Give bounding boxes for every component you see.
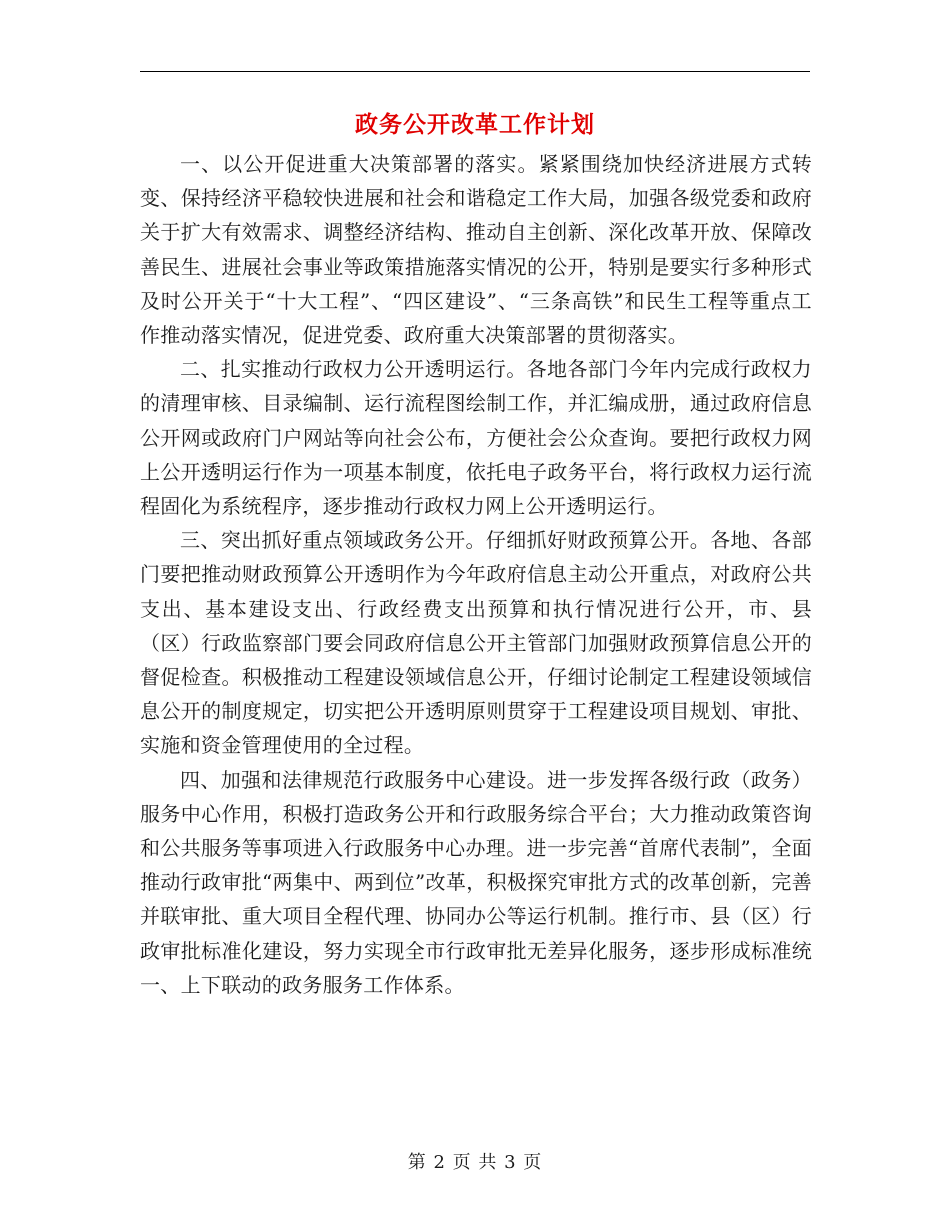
paragraph-4: 四、加强和法律规范行政服务中心建设。进一步发挥各级行政（政务）服务中心作用，积极打造政务公开和行政服务综合平台；大力推动政策咨询和公共服务等事项进入行政服务中心办理。进一步完善“首席代表制”，全面推动行政审批“两集中、两到位”改革，积极探究审批方式的改革创新，完善并联审批、重大项目全程代理、协同办公等运行机制。推行市、县（区）行政审批标准化建设，努力实现全市行政审批无差异化服务，逐步形成标准统一、上下联动的政务服务工作体系。 xyxy=(140,767,812,997)
paragraph-3: 三、突出抓好重点领域政务公开。仔细抓好财政预算公开。各地、各部门要把推动财政预算公开透明作为今年政府信息主动公开重点，对政府公共支出、基本建设支出、行政经费支出预算和执行情况进行公开，市、县（区）行政监察部门要会同政府信息公开主管部门加强财政预算信息公开的督促检查。积极推动工程建设领域信息公开，仔细讨论制定工程建设领域信息公开的制度规定，切实把公开透明原则贯穿于工程建设项目规划、审批、实施和资金管理使用的全过程。 xyxy=(140,528,812,758)
document-title: 政务公开改革工作计划 xyxy=(355,111,595,138)
document-body xyxy=(140,147,812,1002)
page-number: 第 2 页 共 3 页 xyxy=(407,1152,543,1173)
paragraph-2: 二、扎实推动行政权力公开透明运行。各地各部门今年内完成行政权力的清理审核、目录编制、运行流程图绘制工作，并汇编成册，通过政府信息公开网或政府门户网站等向社会公布，方便社会公众查询。要把行政权力网上公开透明运行作为一项基本制度，依托电子政务平台，将行政权力运行流程固化为系统程序，逐步推动行政权力网上公开透明运行。 xyxy=(140,357,812,519)
header-rule xyxy=(140,71,810,72)
paragraph-1: 一、以公开促进重大决策部署的落实。紧紧围绕加快经济进展方式转变、保持经济平稳较快进展和社会和谐稳定工作大局，加强各级党委和政府关于扩大有效需求、调整经济结构、推动自主创新、深化改革开放、保障改善民生、进展社会事业等政策措施落实情况的公开，特别是要实行多种形式及时公开关于“十大工程”、“四区建设”、“三条高铁”和民生工程等重点工作推动落实情况，促进党委、政府重大决策部署的贯彻落实。 xyxy=(140,152,812,348)
